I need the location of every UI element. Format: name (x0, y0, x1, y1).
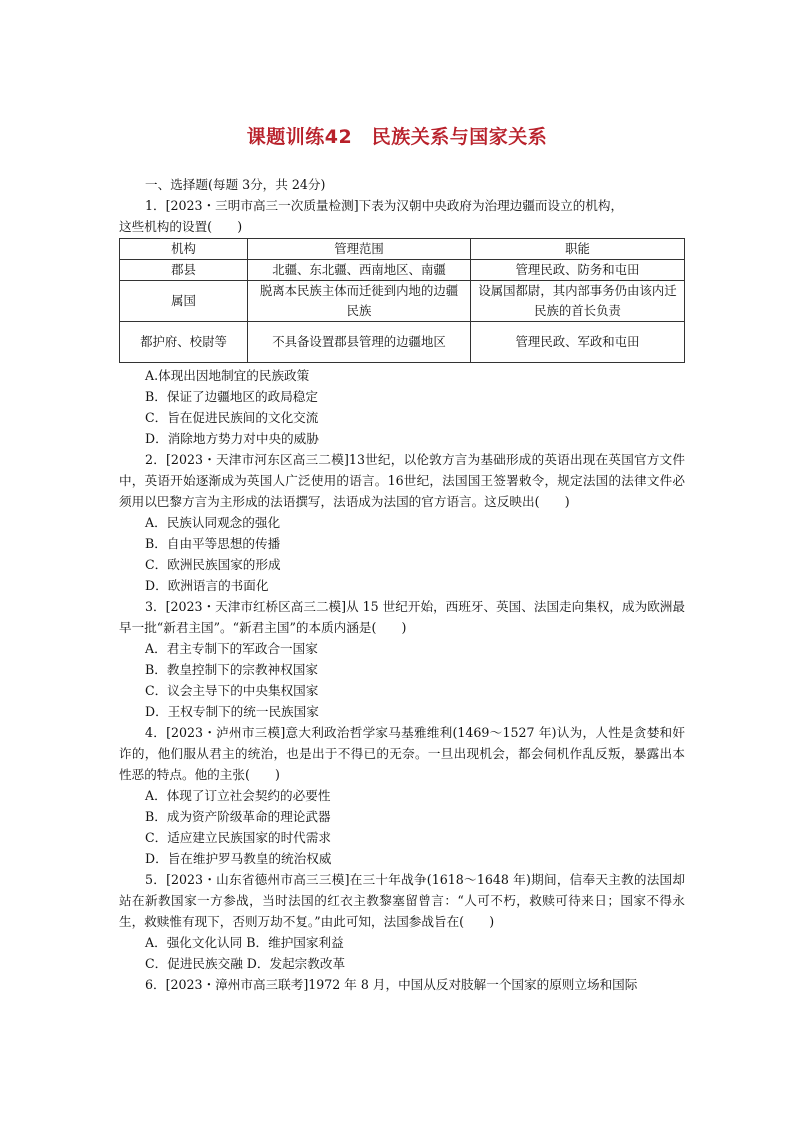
question-1-option-d: D．消除地方势力对中央的威胁 (145, 431, 319, 446)
question-1-stem-line2: 这些机构的设置( ) (119, 219, 243, 234)
table-cell: 管理民政、军政和屯田 (471, 322, 685, 363)
table-header-cell: 职能 (471, 239, 685, 260)
table-cell: 设属国都尉，其内部事务仍由该内迁民族的首长负责 (471, 281, 685, 322)
table-cell: 属国 (120, 281, 248, 322)
question-3-option-a: A．君主专制下的军政合一国家 (145, 641, 318, 656)
question-4-stem: 4．[2023・泸州市三模]意大利政治哲学家马基雅维利(1469～1527 年)认为，人性是贪婪和奸诈的，他们服从君主的统治，也是出于不得已的无奈。一旦出现机会，都会伺机作乱反叛，暴露出本性恶的特点。他的主张( ) (119, 725, 685, 782)
question-5-stem: 5．[2023・山东省德州市高三三模]在三十年战争(1618～1648 年)期间，信奉天主教的法国却站在新教国家一方参战，当时法国的红衣主教黎塞留曾言：“人可不朽，救赎可待来日；国家不得永生，救赎惟有现下，否则万劫不复。”由此可知，法国参战旨在( ) (119, 872, 685, 929)
question-2-stem: 2．[2023・天津市河东区高三二模]13世纪，以伦敦方言为基础形成的英语出现在英国官方文件中，英语开始逐渐成为英国人广泛使用的语言。16世纪，法国国王签署敕令，规定法国的法律文件必须用以巴黎方言为主形成的法语撰写，法语成为法国的官方语言。这反映出( ) (119, 452, 685, 509)
table-cell: 管理民政、防务和屯田 (471, 260, 685, 281)
question-1-option-c: C．旨在促进民族间的文化交流 (145, 410, 319, 425)
table-header-cell: 管理范围 (248, 239, 471, 260)
question-content (119, 174, 685, 995)
page-title: 课题训练42 民族关系与国家关系 (246, 126, 548, 148)
table-cell: 都护府、校尉等 (120, 322, 248, 363)
table-row (120, 322, 685, 363)
question-5-options-ab: A．强化文化认同 B．维护国家利益 (145, 935, 344, 950)
table-cell: 不具备设置郡县管理的边疆地区 (248, 322, 471, 363)
question-4-option-c: C．适应建立民族国家的时代需求 (145, 830, 331, 845)
question-1-option-b: B．保证了边疆地区的政局稳定 (145, 389, 318, 404)
question-6-stem: 6．[2023・漳州市高三联考]1972 年 8 月，中国从反对肢解一个国家的原则立场和国际 (145, 977, 638, 992)
table-cell: 脱离本民族主体而迁徙到内地的边疆民族 (248, 281, 471, 322)
question-2-option-b: B．自由平等思想的传播 (145, 536, 281, 551)
question-2-option-c: C．欧洲民族国家的形成 (145, 557, 281, 572)
question-3-stem: 3．[2023・天津市红桥区高三二模]从 15 世纪开始，西班牙、英国、法国走向集权，成为欧洲最早一批“新君主国”。“新君主国”的本质内涵是( ) (119, 599, 685, 635)
question-2-option-a: A．民族认同观念的强化 (145, 515, 281, 530)
question-2-option-d: D．欧洲语言的书面化 (145, 578, 269, 593)
institutions-table (119, 238, 685, 363)
table-row (120, 260, 685, 281)
question-4-option-d: D．旨在维护罗马教皇的统治权威 (145, 851, 332, 866)
question-3-option-b: B．教皇控制下的宗教神权国家 (145, 662, 318, 677)
question-5-options-cd: C．促进民族交融 D．发起宗教改革 (145, 956, 346, 971)
section-heading: 一、选择题(每题 3分，共 24分) (145, 177, 326, 192)
question-4-option-b: B．成为资产阶级革命的理论武器 (145, 809, 331, 824)
question-1-stem-line1: 1．[2023・三明市高三一次质量检测]下表为汉朝中央政府为治理边疆而设立的机构， (145, 198, 624, 213)
table-cell: 郡县 (120, 260, 248, 281)
table-header-cell: 机构 (120, 239, 248, 260)
table-row (120, 281, 685, 322)
table-cell: 北疆、东北疆、西南地区、南疆 (248, 260, 471, 281)
question-4-option-a: A．体现了订立社会契约的必要性 (145, 788, 331, 803)
question-1-option-a: A.体现出因地制宜的民族政策 (145, 368, 310, 383)
question-3-option-c: C．议会主导下的中央集权国家 (145, 683, 319, 698)
question-3-option-d: D．王权专制下的统一民族国家 (145, 704, 319, 719)
